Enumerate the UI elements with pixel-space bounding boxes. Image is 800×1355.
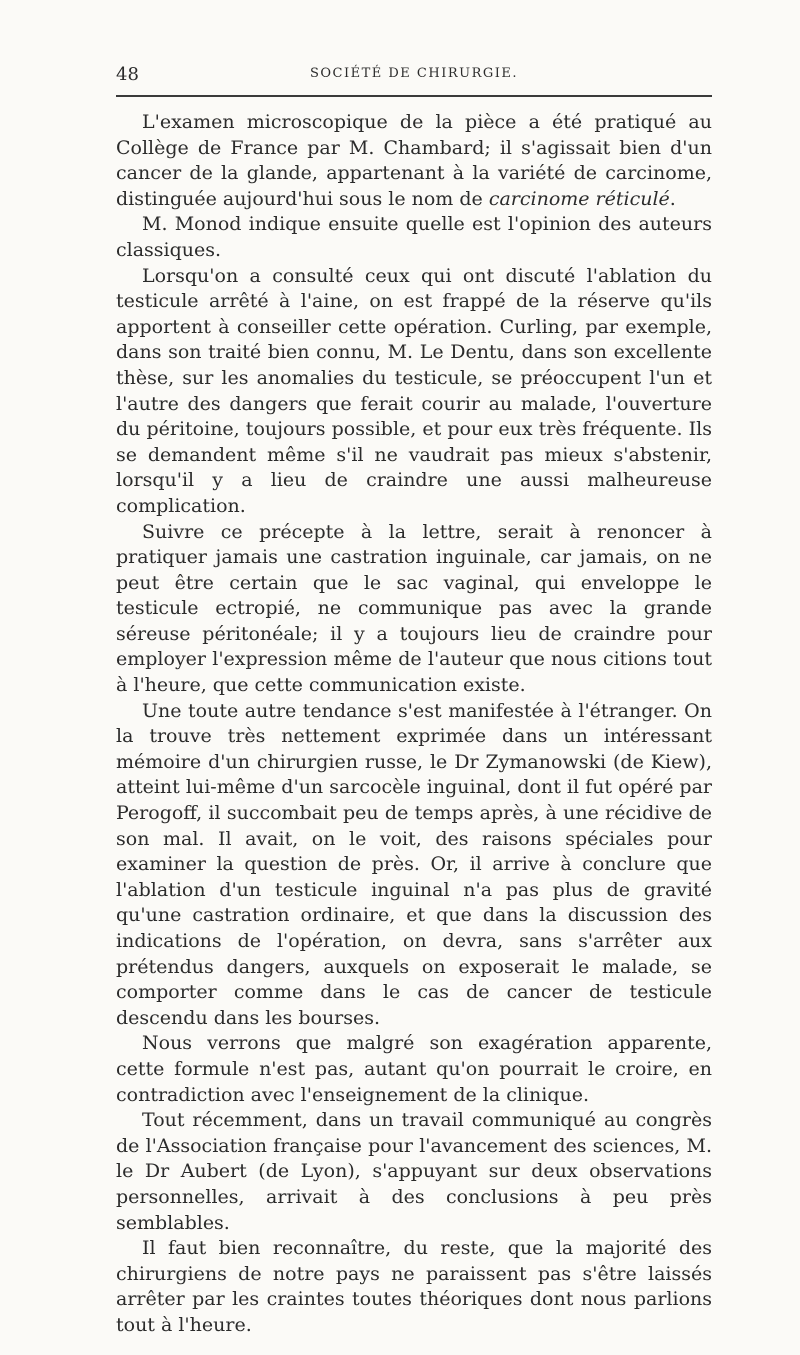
body-text — [116, 110, 712, 1339]
paragraph-5: Une toute autre tendance s'est manifestée à l'étranger. On la trouve très nettement exprimée dans un intéressant mémoire d'un chirurgien russe, le Dr Zymanowski (de Kiew), atteint lui-même d'un sarcocèle inguinal, dont il fut opéré par Perogoff, il succombait peu de temps après, à une récidive de son mal. Il avait, on le voit, des raisons spéciales pour examiner la question de près. Or, il arrive à conclure que l'ablation d'un testicule inguinal n'a pas plus de gravité qu'une castration ordinaire, et que dans la discussion des indications de l'opération, on devra, sans s'arrêter aux prétendus dangers, auxquels on exposerait le malade, se comporter comme dans le cas de cancer de testicule descendu dans les bourses. — [116, 699, 712, 1029]
running-title: SOCIÉTÉ DE CHIRURGIE. — [309, 66, 519, 81]
paragraph-1-text: L'examen microscopique de la pièce a été pratiqué au Collège de France par M. Chambard; il s'agissait bien d'un cancer de la glande, appartenant à la variété de carcinome, distinguée aujourd'hui sous le nom de — [116, 111, 712, 210]
paragraph-7: Tout récemment, dans un travail communiqué au congrès de l'Association française pour l'avancement des sciences, M. le Dr Aubert (de Lyon), s'appuyant sur deux observations personnelles, arrivait à des conclusions à peu près semblables. — [116, 1109, 712, 1234]
running-head — [116, 60, 712, 90]
paragraph-3: Lorsqu'on a consulté ceux qui ont discuté l'ablation du testicule arrêté à l'aine, on est frappé de la réserve qu'ils apportent à conseiller cette opération. Curling, par exemple, dans son traité bien connu, M. Le Dentu, dans son excellente thèse, sur les anomalies du testicule, se préoccupent l'un et l'autre des dangers que ferait courir au malade, l'ouverture du péritoine, toujours possible, et pour eux très fréquente. Ils se demandent même s'il ne vaudrait pas mieux s'abstenir, lorsqu'il y a lieu de craindre une aussi malheureuse complication. — [116, 264, 712, 517]
paragraph-8: Il faut bien reconnaître, du reste, que la majorité des chirurgiens de notre pays ne paraissent pas s'être laissés arrêter par les craintes toutes théoriques dont nous parlions tout à l'heure. — [116, 1237, 712, 1336]
paragraph-1-end: . — [669, 187, 676, 210]
paragraph-6: Nous verrons que malgré son exagération apparente, cette formule n'est pas, autant qu'on pourrait le croire, en contradiction avec l'enseignement de la clinique. — [116, 1032, 712, 1106]
paragraph-2: M. Monod indique ensuite quelle est l'opinion des auteurs classiques. — [116, 213, 712, 261]
paragraph-1 — [116, 110, 712, 212]
paragraph-4: Suivre ce précepte à la lettre, serait à renoncer à pratiquer jamais une castration inguinale, car jamais, on ne peut être certain que le sac vaginal, qui enveloppe le testicule ectropié, ne communique pas avec la grande séreuse péritonéale; il y a toujours lieu de craindre pour employer l'expression même de l'auteur que nous citions tout à l'heure, que cette communication existe. — [116, 520, 712, 697]
page-number: 48 — [116, 64, 139, 85]
italic-term: carcinome réticulé — [488, 187, 670, 210]
header-rule — [116, 95, 712, 97]
